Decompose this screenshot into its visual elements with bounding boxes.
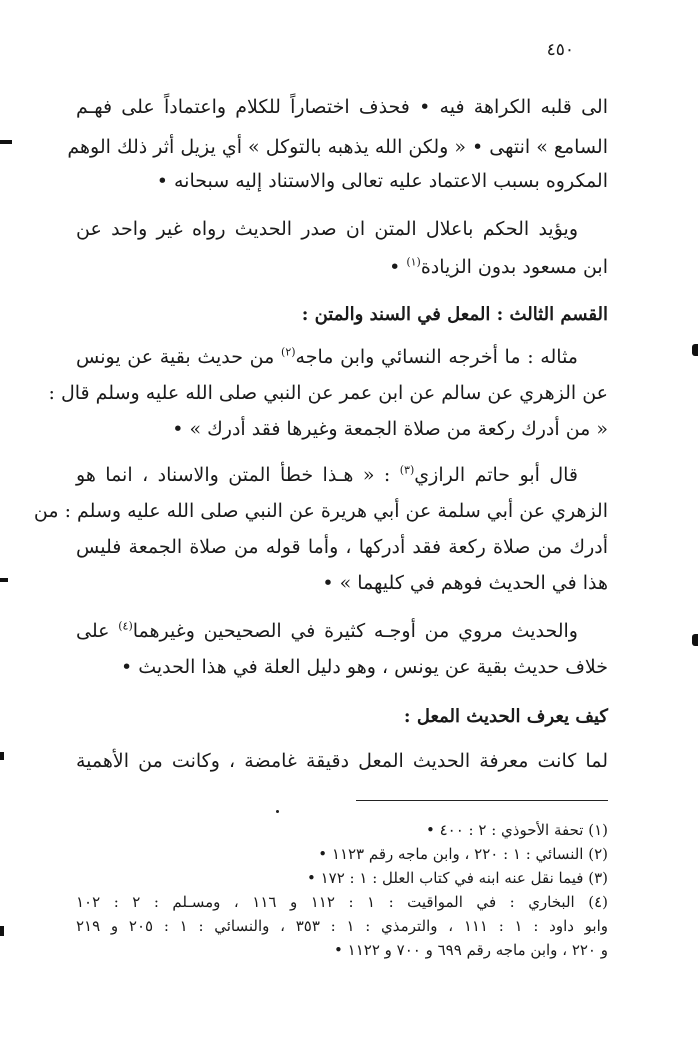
- footnote-separator: [356, 800, 608, 801]
- text-span: على: [76, 620, 119, 642]
- text-span: والحديث مروي من أوجـه كثيرة في الصحيحين وغيرهما: [132, 620, 578, 642]
- text-line: المكروه بسبب الاعتماد عليه تعالى والاستناد إليه سبحانه •: [156, 170, 608, 192]
- footnote: و ٢٢٠ ، وابن ماجه رقم ٦٩٩ و ٧٠٠ و ١١٢٢ •: [334, 941, 608, 959]
- text-line: [76, 616, 608, 646]
- text-line: السامع » انتهى • « ولكن الله يذهبه بالتوكل » أي يزيل أثر ذلك الوهم: [67, 136, 608, 158]
- footnote-ref[interactable]: (١): [406, 255, 421, 269]
- text-span: مثاله : ما أخرجه النسائي وابن ماجه: [295, 346, 578, 368]
- scan-edge-mark: [0, 752, 4, 760]
- footnote: (٣) فيما نقل عنه ابنه في كتاب العلل : ١ : ١٧٢ •: [306, 869, 608, 887]
- text-line: هذا في الحديث فوهم في كليهما » •: [322, 572, 608, 594]
- text-line: « من أدرك ركعة من صلاة الجمعة وغيرها فقد أدرك » •: [172, 418, 608, 440]
- scan-edge-mark: [0, 578, 8, 582]
- text-line: أدرك من صلاة ركعة فقد أدركها ، وأما قوله من صلاة الجمعة فليس: [76, 536, 608, 558]
- text-line: [76, 342, 608, 372]
- text-line: [76, 252, 608, 282]
- footnote: (١) تحفة الأحوذي : ٢ : ٤٠٠ •: [425, 821, 608, 839]
- text-line: الزهري عن أبي سلمة عن أبي هريرة عن النبي صلى الله عليه وسلم : من: [33, 500, 608, 522]
- footnote-ref[interactable]: (٤): [118, 619, 133, 633]
- scan-edge-mark: [0, 926, 4, 936]
- footnote-ref[interactable]: (٢): [281, 345, 296, 359]
- text-line: [76, 460, 608, 490]
- footnote: (٢) النسائي : ١ : ٢٢٠ ، وابن ماجه رقم ١١٢٣ •: [318, 845, 608, 863]
- section-heading: القسم الثالث : المعل في السند والمتن :: [301, 304, 608, 325]
- footnote-ref[interactable]: (٣): [399, 463, 415, 477]
- section-heading: كيف يعرف الحديث المعل :: [403, 706, 608, 727]
- text-line: خلاف حديث بقية عن يونس ، وهو دليل العلة في هذا الحديث •: [120, 656, 608, 678]
- text-span: •: [389, 256, 407, 278]
- text-span: قال أبو حاتم الرازي: [414, 464, 579, 486]
- page-number: ٤٥٠: [546, 40, 574, 60]
- text-line: لما كانت معرفة الحديث المعل دقيقة غامضة ، وكانت من الأهمية: [76, 750, 608, 772]
- text-span: : « هـذا خطأ المتن والاسناد ، انما هو: [76, 464, 400, 486]
- scan-edge-mark: [692, 344, 698, 356]
- text-line: ويؤيد الحكم باعلال المتن ان صدر الحديث رواه غير واحد عن: [76, 218, 578, 240]
- scan-edge-mark: [0, 140, 12, 144]
- print-speck: [276, 810, 279, 813]
- text-span: من حديث بقية عن يونس: [76, 346, 282, 368]
- scan-edge-mark: [692, 634, 698, 646]
- text-span: ابن مسعود بدون الزيادة: [420, 256, 608, 278]
- footnote: وابو داود : ١ : ١١١ ، والترمذي : ١ : ٣٥٣ ، والنسائي : ١ : ٢٠٥ و ٢١٩: [76, 917, 608, 935]
- text-line: الى قلبه الكراهة فيه • فحذف اختصاراً للكلام واعتماداً على فهـم: [76, 96, 608, 118]
- text-line: عن الزهري عن سالم عن ابن عمر عن النبي صلى الله عليه وسلم قال :: [48, 382, 608, 404]
- footnote: (٤) البخاري : في المواقيت : ١ : ١١٢ و ١١٦ ، ومسـلم : ٢ : ١٠٢: [76, 893, 608, 911]
